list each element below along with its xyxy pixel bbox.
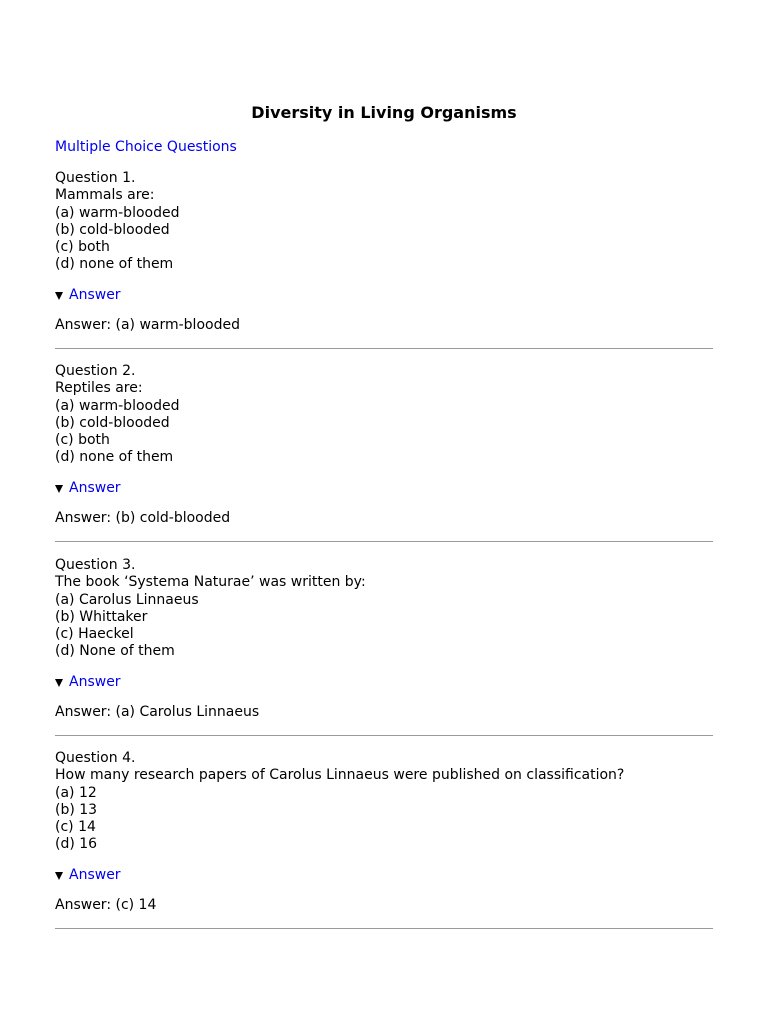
answer-toggle[interactable] [55, 287, 713, 304]
option-a: (a) Carolus Linnaeus [55, 591, 199, 608]
option-c: (c) Haeckel [55, 626, 134, 643]
divider [55, 928, 713, 929]
option-b: (b) Whittaker [55, 608, 148, 625]
option-d: (d) None of them [55, 643, 175, 660]
option-a: (a) warm-blooded [55, 204, 180, 221]
option-a: (a) warm-blooded [55, 397, 180, 414]
option-d: (d) none of them [55, 256, 174, 273]
question-block [55, 363, 713, 542]
question-block [55, 557, 713, 736]
answer-toggle[interactable] [55, 867, 713, 884]
question-number: Question 1. [55, 170, 136, 186]
question-text [55, 750, 713, 854]
question-number: Question 4. [55, 750, 136, 766]
divider [55, 541, 713, 542]
question-number: Question 2. [55, 363, 136, 379]
answer-toggle-label[interactable]: Answer [69, 866, 121, 883]
answer-toggle-label[interactable]: Answer [69, 479, 121, 496]
question-prompt: The book ‘Systema Naturae’ was written by: [55, 574, 366, 591]
multiple-choice-questions-link[interactable]: Multiple Choice Questions [55, 139, 237, 155]
question-number: Question 3. [55, 557, 136, 573]
option-d: (d) none of them [55, 449, 174, 466]
answer-text: Answer: (b) cold-blooded [55, 509, 231, 526]
option-c: (c) both [55, 239, 110, 256]
question-block [55, 170, 713, 349]
option-b: (b) 13 [55, 801, 98, 818]
answer-text: Answer: (a) warm-blooded [55, 316, 240, 333]
question-text [55, 363, 713, 467]
question-prompt: How many research papers of Carolus Linnaeus were published on classification? [55, 767, 625, 784]
option-b: (b) cold-blooded [55, 414, 170, 431]
divider [55, 735, 713, 736]
page-title: Diversity in Living Organisms [251, 103, 517, 122]
option-a: (a) 12 [55, 784, 97, 801]
question-block [55, 750, 713, 929]
disclosure-triangle-icon [55, 679, 63, 687]
option-b: (b) cold-blooded [55, 221, 170, 238]
option-d: (d) 16 [55, 836, 98, 853]
question-text [55, 170, 713, 274]
question-prompt: Reptiles are: [55, 380, 143, 397]
answer-toggle[interactable] [55, 480, 713, 497]
answer-toggle[interactable] [55, 674, 713, 691]
answer-text: Answer: (a) Carolus Linnaeus [55, 703, 260, 720]
option-c: (c) both [55, 432, 110, 449]
disclosure-triangle-icon [55, 292, 63, 300]
disclosure-triangle-icon [55, 485, 63, 493]
question-text [55, 557, 713, 661]
option-c: (c) 14 [55, 819, 96, 836]
question-prompt: Mammals are: [55, 187, 155, 204]
answer-toggle-label[interactable]: Answer [69, 286, 121, 303]
divider [55, 348, 713, 349]
answer-toggle-label[interactable]: Answer [69, 673, 121, 690]
answer-text: Answer: (c) 14 [55, 896, 157, 913]
disclosure-triangle-icon [55, 872, 63, 880]
